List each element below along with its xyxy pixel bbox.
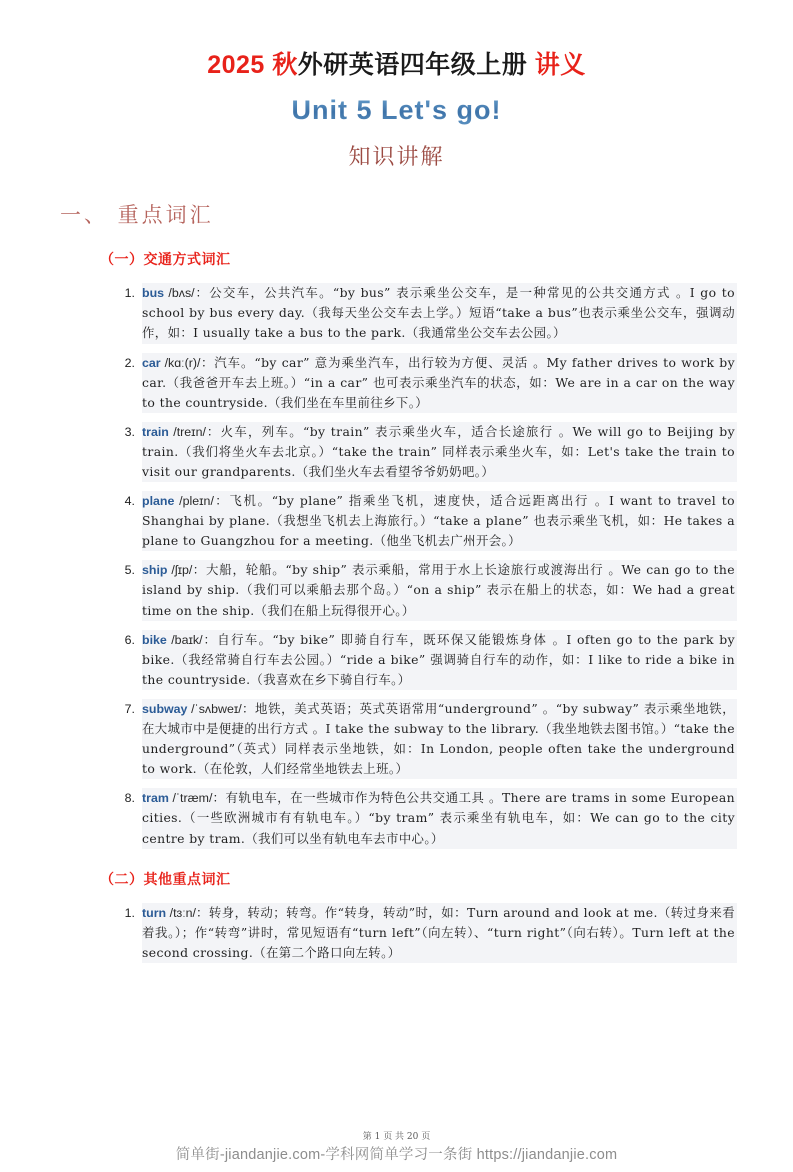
document-title-main: 外研英语四年级上册 (297, 51, 528, 79)
vocab-word: bike (142, 632, 167, 647)
vocab-body: ：公交车，公共汽车。“by bus” 表示乘坐公交车，是一种常见的公共交通方式 。I go to school by bus every day.（我每天坐公交车去上学。）短语“take a bus”也表示乘坐公交车，强调动作，如：I usually take a bus to the park.（我通常坐公交车去公园。） (142, 285, 735, 341)
vocab-word: plane (142, 494, 175, 509)
vocab-phonetic: /kɑː(r)/ (164, 355, 201, 370)
vocabulary-list-transport (56, 283, 737, 848)
section-heading-key-vocabulary: 一、 重点词汇 (60, 203, 214, 228)
vocab-body: ：有轨电车，在一些城市作为特色公共交通工具 。There are trams in some European cities.（一些欧洲城市有有轨电车。）“by tram” 表示乘坐有轨电车，如：We can go to the city centre by tram.（我们可以坐有轨电车去市中心。） (142, 790, 735, 846)
vocab-body: ：大船，轮船。“by ship” 表示乘船，常用于水上长途旅行或渡海出行 。We can go to the island by ship.（我们可以乘船去那个岛。）“on a ship” 表示在船上的状态，如：We had a great time on the ship.（我们在船上玩得很开心。） (142, 562, 735, 618)
vocab-word: train (142, 424, 169, 439)
vocab-word: turn (142, 905, 167, 920)
list-item (142, 283, 737, 343)
vocab-phonetic: /bʌs/ (168, 286, 195, 301)
document-title-suffix: 讲义 (534, 51, 586, 79)
page-footer (0, 1129, 793, 1164)
document-page (0, 50, 793, 1172)
vocab-body: ：飞机。“by plane” 指乘坐飞机，速度快，适合远距离出行 。I want to travel to Shanghai by plane.（我想坐飞机去上海旅行。）“take a plane” 也表示乘坐飞机，如：He takes a plane to Guangzhou for a meeting.（他坐飞机去广州开会。） (142, 493, 735, 549)
vocab-body: ：汽车。“by car” 意为乘坐汽车，出行较为方便、灵活 。My father drives to work by car.（我爸爸开车去上班。）“in a car” 也可表示乘坐汽车的状态，如：We are in a car on the way to the countryside.（我们坐在车里前往乡下。） (142, 354, 735, 410)
page-number: 第 1 页 共 20 页 (362, 1132, 431, 1142)
vocab-phonetic: /ˈtræm/ (172, 791, 213, 806)
vocab-body: ：火车，列车。“by train” 表示乘坐火车，适合长途旅行 。We will go to Beijing by train.（我们将坐火车去北京。）“take the train” 同样表示乘坐火车，如：Let's take the train to visit our grandparents.（我们坐火车去看望爷爷奶奶吧。） (142, 423, 735, 479)
list-item (142, 422, 737, 482)
unit-title: Unit 5 Let's go! (56, 95, 737, 126)
list-item (142, 353, 737, 413)
vocab-body: ：转身，转动；转弯。作“转身，转动”时，如：Turn around and look at me.（转过身来看着我。）；作“转弯”讲时，常见短语有“turn left”（向左转）、“turn right”（向右转）。Turn left at the second crossing.（在第二个路口向左转。） (142, 904, 735, 960)
list-item (142, 699, 737, 779)
vocab-phonetic: /treɪn/ (173, 424, 206, 439)
document-title-year: 2025 秋 (207, 51, 298, 79)
list-item (142, 903, 737, 963)
subsection-heading-other-vocabulary: （二）其他重点词汇 (100, 870, 231, 887)
list-item (142, 788, 737, 848)
vocab-word: car (142, 355, 161, 370)
vocab-word: ship (142, 563, 168, 578)
watermark-text: 简单街-jiandanjie.com-学科网简单学习一条街 https://jiandanjie.com (175, 1147, 618, 1163)
vocab-word: bus (142, 286, 165, 301)
vocab-phonetic: /baɪk/ (171, 632, 203, 647)
vocab-word: subway (142, 701, 188, 716)
vocab-phonetic: /pleɪn/ (179, 494, 214, 509)
document-title (56, 50, 737, 81)
vocabulary-list-other (56, 903, 737, 963)
vocab-phonetic: /ˈsʌbweɪ/ (191, 701, 242, 716)
knowledge-section-title: 知识讲解 (348, 145, 445, 171)
list-item (142, 491, 737, 551)
vocab-phonetic: /ʃɪp/ (171, 563, 193, 578)
list-item (142, 560, 737, 620)
vocab-body: ：地铁，美式英语；英式英语常用“underground” 。“by subway” 表示乘坐地铁，在大城市中是便捷的出行方式 。I take the subway to the library.（我坐地铁去图书馆。）“take the underground”（英式）同样表示坐地铁，如：In London, people often take the underground to work.（在伦敦，人们经常坐地铁去上班。） (142, 700, 735, 777)
vocab-body: ：自行车。“by bike” 即骑自行车，既环保又能锻炼身体 。I often go to the park by bike.（我经常骑自行车去公园。）“ride a bike” 强调骑自行车的动作，如：I like to ride a bike in the countryside.（我喜欢在乡下骑自行车。） (142, 631, 735, 687)
list-item (142, 630, 737, 690)
subsection-heading-transport-vocabulary: （一）交通方式词汇 (100, 251, 231, 268)
vocab-phonetic: /tɜːn/ (169, 905, 196, 920)
vocab-word: tram (142, 791, 169, 806)
